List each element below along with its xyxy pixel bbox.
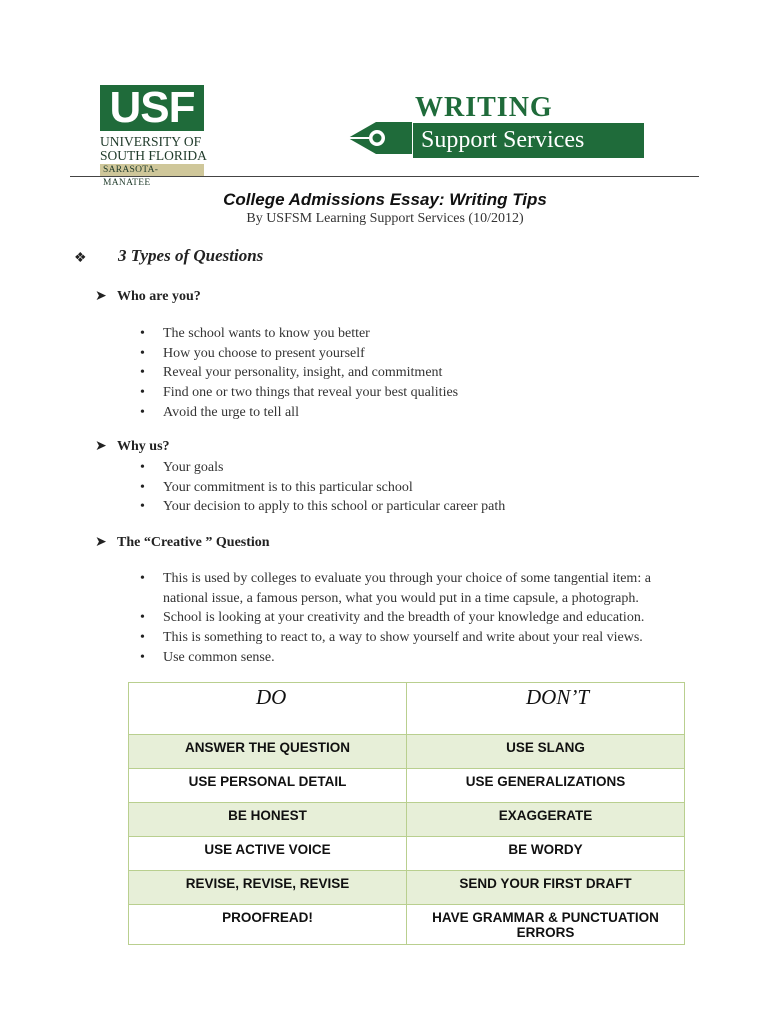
question-label: Why us? [117,439,170,454]
dont-cell: USE GENERALIZATIONS [407,769,685,803]
list-item: • The school wants to know you better [140,324,680,344]
do-cell: ANSWER THE QUESTION [129,735,407,769]
usf-logo-line-2: SOUTH FLORIDA [100,148,207,163]
dont-header: DON’T [407,683,685,735]
arrow-bullet-icon: ➤ [95,439,107,454]
usf-logo-mark: USF [100,85,204,131]
list-item: • Your goals [140,458,680,478]
usf-logo-line-1: UNIVERSITY OF [100,134,202,149]
list-item: • How you choose to present yourself [140,344,680,364]
question-3-bullets [140,569,680,668]
arrow-bullet-icon: ➤ [95,289,107,304]
table-row [129,837,685,871]
dont-cell: USE SLANG [407,735,685,769]
do-cell: BE HONEST [129,803,407,837]
pen-nib-icon [346,118,414,158]
wss-logo-subtitle: Support Services [413,123,644,158]
arrow-bullet-icon: ➤ [95,535,107,550]
do-cell: USE ACTIVE VOICE [129,837,407,871]
dont-cell: SEND YOUR FIRST DRAFT [407,871,685,905]
do-cell: USE PERSONAL DETAIL [129,769,407,803]
list-item: • Your commitment is to this particular school [140,478,680,498]
table-row [129,871,685,905]
do-cell: PROOFREAD! [129,905,407,945]
question-who-are-you [95,288,201,305]
dont-cell: EXAGGERATE [407,803,685,837]
wss-logo-title: WRITING [415,92,553,123]
document-title: College Admissions Essay: Writing Tips [223,190,547,209]
do-cell: REVISE, REVISE, REVISE [129,871,407,905]
dont-cell: HAVE GRAMMAR & PUNCTUATION ERRORS [407,905,685,945]
diamond-bullet-icon: ❖ [74,251,87,266]
question-label: Who are you? [117,289,201,304]
question-1-bullets [140,324,680,423]
table-row [129,769,685,803]
list-item: • Use common sense. [140,648,680,668]
dont-cell: BE WORDY [407,837,685,871]
list-item: • Reveal your personality, insight, and commitment [140,363,680,383]
section-heading: 3 Types of Questions [118,246,264,265]
table-header-row [129,683,685,735]
table-row [129,803,685,837]
do-dont-table [128,682,685,945]
table-row [129,735,685,769]
do-header: DO [129,683,407,735]
list-item: • This is something to react to, a way to show yourself and write about your real views. [140,628,680,648]
list-item: • Your decision to apply to this school or particular career path [140,497,680,517]
question-2-bullets [140,458,680,517]
list-item: • Avoid the urge to tell all [140,403,680,423]
list-item: • School is looking at your creativity and the breadth of your knowledge and education. [140,608,680,628]
usf-logo-campus: SARASOTA-MANATEE [100,164,204,177]
table-row [129,905,685,945]
list-item: • Find one or two things that reveal your best qualities [140,383,680,403]
question-why-us [95,438,170,455]
document-byline: By USFSM Learning Support Services (10/2012) [246,211,524,226]
question-label: The “Creative ” Question [117,535,270,550]
question-creative [95,534,270,551]
header-divider [70,176,699,177]
list-item: • This is used by colleges to evaluate you through your choice of some tangential item: a national issue, a famous person, what you would put in a time capsule, a photograph. [140,569,680,608]
